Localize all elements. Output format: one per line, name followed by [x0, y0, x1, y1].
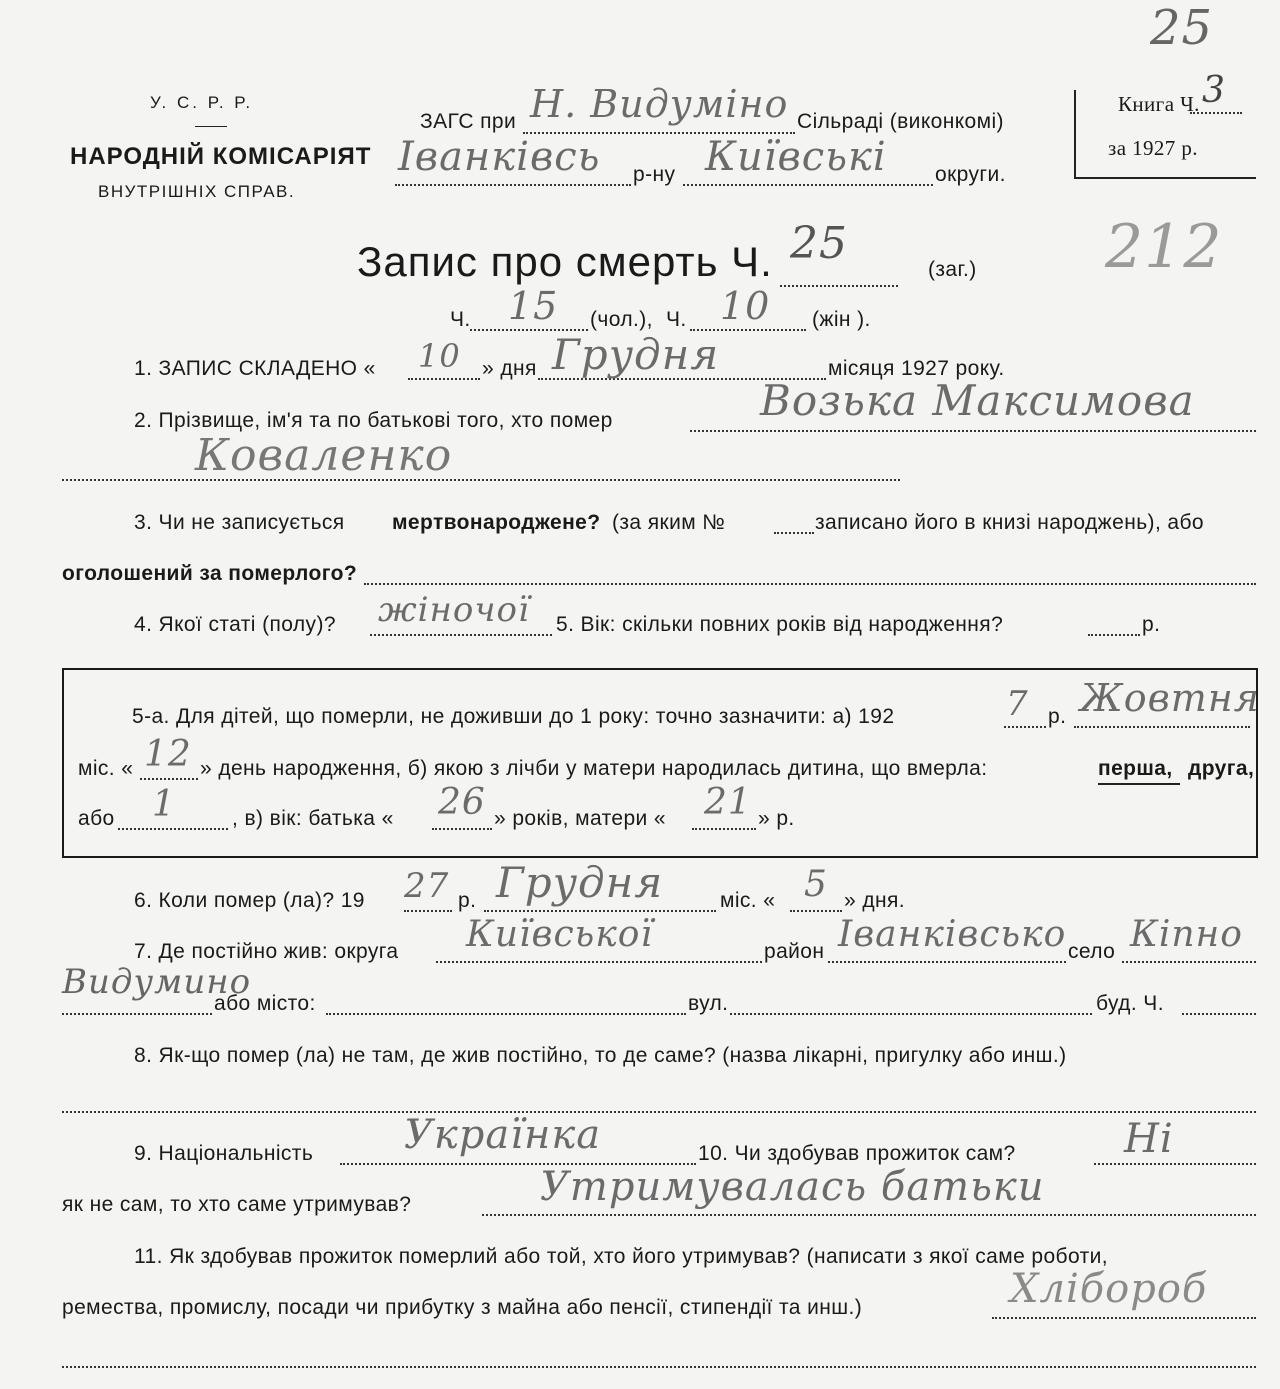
q7-selo-cont-line	[62, 1013, 212, 1015]
q6-dnia: » дня.	[844, 889, 905, 912]
q5a-father: 26	[438, 782, 486, 823]
male-label: (чол.),	[590, 308, 653, 331]
q7-vul-line	[730, 1013, 1092, 1015]
q7-okruha: Київської	[466, 914, 653, 955]
q11-line-b	[62, 1366, 1256, 1368]
q6-r: р.	[458, 889, 477, 912]
q5a-abo: або	[78, 807, 115, 830]
q1-day-line	[408, 378, 480, 380]
okruha-value: Київські	[705, 134, 887, 180]
q7-bud-line	[1182, 1013, 1256, 1015]
q10-who-value: Утримувалась батьки	[540, 1164, 1045, 1210]
corner-mark: 25	[1150, 0, 1214, 56]
q6-label: 6. Коли помер (ла)? 19	[134, 889, 365, 912]
q10-who-line	[482, 1214, 1256, 1216]
q5a-line-2: » день народження, б) якою з лічби у матери народилась дитина, що вмерла:	[200, 757, 988, 780]
raion-label: р-ну	[633, 163, 676, 186]
q1-day: 10	[418, 337, 461, 375]
q5a-mother: 21	[704, 782, 752, 823]
q7-selo-label: село	[1068, 940, 1116, 963]
q10-who-label: як не сам, то хто саме утримував?	[62, 1193, 412, 1216]
selrada-label: Сільраді (виконкомі)	[797, 110, 1004, 133]
q3-number-line	[774, 532, 814, 534]
q9-label: 9. Національність	[134, 1142, 314, 1165]
q7-raion: Іванківсько	[838, 914, 1067, 955]
male-ch: Ч.	[450, 308, 471, 331]
q7-selo-cont: Видумино	[62, 962, 252, 1002]
q3-label-declared: оголошений за померлого?	[62, 562, 358, 585]
q4-value: жіночої	[378, 590, 530, 630]
raion-line	[395, 184, 631, 186]
q5a-day: 12	[144, 734, 192, 775]
divider	[195, 126, 227, 127]
q6-year: 27	[404, 866, 450, 906]
q11-line-1: 11. Як здобував прожиток померлий або той, хто його утримував? (написати з якої саме роботи,	[134, 1245, 1108, 1268]
q3-label-stillborn: мертвонароджене?	[392, 511, 601, 534]
raion-value: Іванківсь	[398, 134, 601, 180]
q5a-line-3c: » р.	[758, 807, 795, 830]
q5a-mis: міс. «	[78, 757, 134, 780]
female-label: (жін ).	[812, 308, 871, 331]
q7-bud-label: буд. Ч.	[1096, 992, 1164, 1015]
book-box-left	[1074, 90, 1076, 178]
q5a-line-3b: » років, матери «	[494, 807, 666, 830]
q5-label: 5. Вік: скільки повних років від народження?	[556, 613, 1004, 636]
q5a-month-line	[1074, 726, 1250, 728]
q2-label: 2. Прізвище, ім'я та по батькові того, хто помер	[134, 409, 613, 432]
record-number: 25	[790, 218, 848, 269]
q6-day: 5	[804, 864, 828, 905]
zags-value: Н. Видуміно	[530, 82, 789, 126]
q1-label: 1. ЗАПИС СКЛАДЕНО «	[134, 357, 376, 380]
q11-line-2: ремества, промислу, посади чи прибутку з майна або пенсії, стипендії та инш.)	[62, 1296, 863, 1319]
record-suffix: (заг.)	[928, 258, 977, 281]
q5a-year-line	[1004, 726, 1046, 728]
q5a-mother-line	[692, 828, 756, 830]
book-value: 3	[1202, 70, 1226, 111]
q3-line	[364, 583, 1256, 585]
q2-value-1: Возька Максимова	[760, 376, 1195, 425]
q8-label: 8. Як-що помер (ла) не там, де жив постійно, то де саме? (назва лікарні, пригулку або инш.)	[134, 1044, 1067, 1067]
q5a-month: Жовтня	[1080, 676, 1260, 720]
q10-line	[1094, 1163, 1256, 1165]
book-box-bottom	[1074, 177, 1256, 179]
record-number-line	[780, 285, 898, 287]
q4-label: 4. Якої статі (полу)?	[134, 613, 336, 636]
q5a-day-line	[140, 778, 198, 780]
q5a-r: р.	[1048, 705, 1067, 728]
q5a-line-3a: , в) вік: батька «	[232, 807, 394, 830]
q1-year-text: місяця 1927 року.	[828, 357, 1005, 380]
record-title: Запис про смерть Ч.	[357, 238, 773, 285]
q5a-order-line	[118, 828, 228, 830]
q5a-first: перша,	[1098, 757, 1173, 780]
q5-line	[1088, 634, 1140, 636]
q6-year-line	[404, 910, 452, 912]
q7-vul-label: вул.	[688, 992, 729, 1015]
q5a-year: 7	[1006, 684, 1029, 724]
book-line	[1190, 112, 1242, 114]
q2-line-1	[690, 430, 1256, 432]
q7-raion-line	[828, 961, 1066, 963]
ussr-label: У. С. Р. Р.	[150, 93, 254, 112]
q6-mis: міс. «	[720, 889, 776, 912]
q10-value: Ні	[1124, 1116, 1174, 1162]
okruha-label: округи.	[935, 163, 1006, 186]
q6-month: Грудня	[496, 858, 664, 907]
q6-day-line	[790, 910, 842, 912]
q7-raion-label: район	[764, 940, 825, 963]
q7-selo-line	[1122, 961, 1256, 963]
male-count: 15	[508, 284, 559, 328]
q5a-second: друга,	[1188, 757, 1255, 780]
book-label: Книга Ч.	[1118, 92, 1200, 116]
q8-line	[62, 1111, 1256, 1113]
q2-line-2	[62, 479, 900, 481]
q5a-line-1: 5-а. Для дітей, що померли, не доживши до 1 року: точно зазначити: а) 192	[132, 705, 895, 728]
q10-label: 10. Чи здобував прожиток сам?	[698, 1142, 1016, 1165]
q1-month: Грудня	[552, 330, 720, 379]
zags-prefix: ЗАГС при	[420, 110, 517, 133]
q5a-father-line	[432, 828, 492, 830]
q7-okruha-line	[436, 961, 762, 963]
q9-value: Українка	[404, 1112, 602, 1158]
year-label: за 1927 р.	[1108, 136, 1198, 160]
q5a-order: 1	[152, 784, 176, 825]
okruha-line	[683, 184, 933, 186]
q3-label-a: 3. Чи не записується	[134, 511, 345, 534]
commissariat-label: НАРОДНІЙ КОМІСАРІЯТ	[70, 143, 372, 170]
q1-day-label: » дня	[482, 357, 537, 380]
internal-affairs-label: ВНУТРІШНІХ СПРАВ.	[98, 182, 296, 201]
q7-label: 7. Де постійно жив: округа	[134, 940, 399, 963]
margin-number: 212	[1105, 212, 1223, 282]
female-ch: Ч.	[666, 308, 687, 331]
q7-misto-line	[326, 1013, 686, 1015]
q7-misto-label: або місто:	[214, 992, 316, 1015]
q4-line	[370, 634, 552, 636]
female-count: 10	[720, 284, 771, 328]
q5-unit: р.	[1142, 613, 1161, 636]
q11-line-a	[992, 1317, 1256, 1319]
q3-label-d: записано його в книзі народжень), або	[815, 511, 1204, 534]
q6-month-line	[484, 910, 716, 912]
first-underline	[1098, 783, 1180, 785]
q7-selo: Кіпно	[1130, 914, 1243, 955]
q2-value-2: Коваленко	[195, 430, 453, 481]
q11-value: Хлібороб	[1010, 1266, 1208, 1312]
q3-label-c: (за яким №	[612, 511, 726, 534]
